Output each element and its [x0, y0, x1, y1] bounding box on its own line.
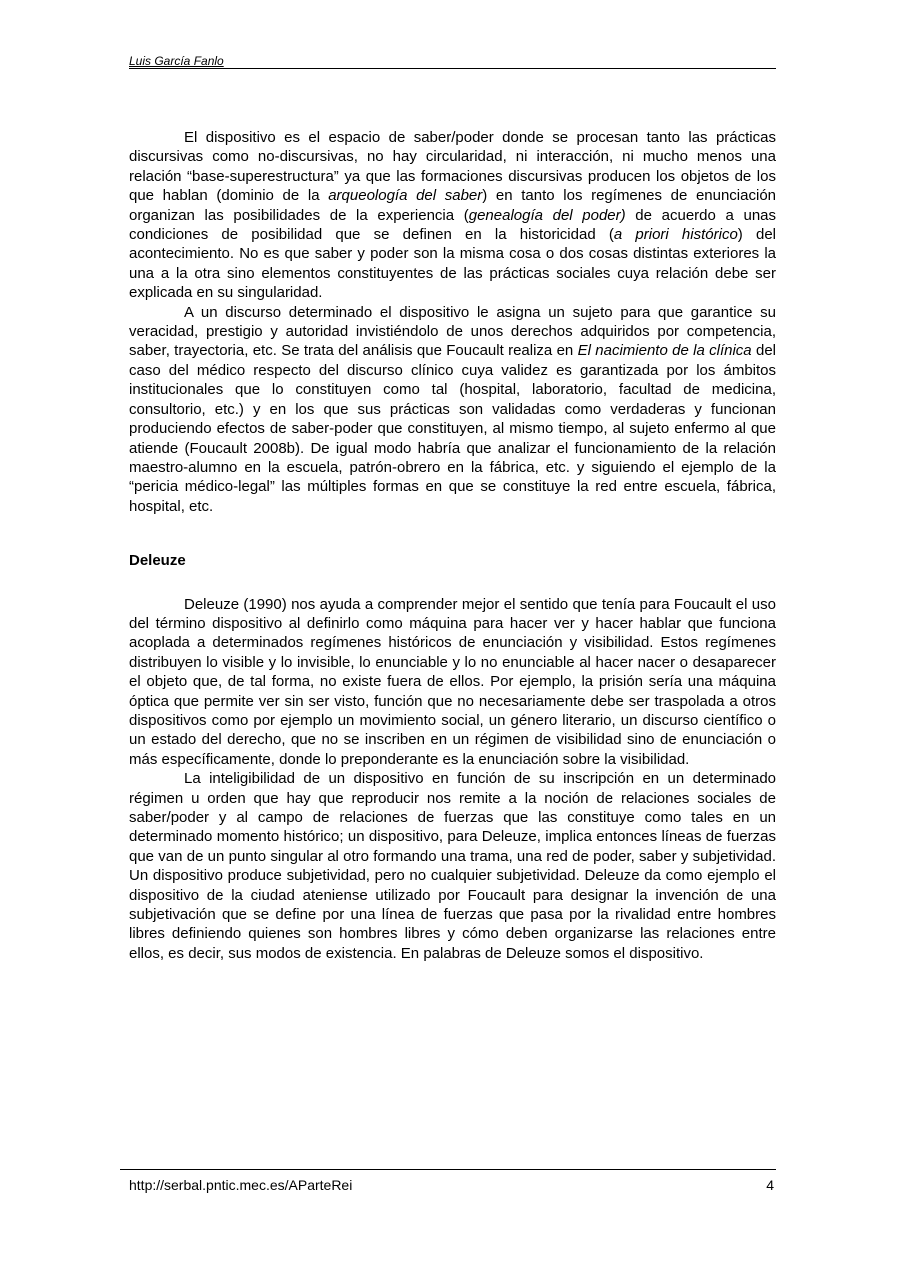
document-body: [129, 128, 776, 963]
header-author: Luis García Fanlo: [129, 54, 224, 68]
running-header: [129, 54, 776, 69]
italic-title: El nacimiento de la clínica: [577, 342, 752, 360]
paragraph-inteligibilidad: La inteligibilidad de un dispositivo en función de su inscripción en un determinado régimen u orden que hay que reproducir nos remite a la noción de relaciones sociales de saber/poder y al campo de relaciones de fuerzas que las constituye como tales en un determinado momento histórico; un dispositivo, para Deleuze, implica entonces líneas de fuerzas que van de un punto singular al otro formando una trama, una red de poder, saber y subjetividad. Un dispositivo produce subjetividad, pero no cualquier subjetividad. Deleuze da como ejemplo el dispositivo de la ciudad ateniense utilizado por Foucault para designar la invención de una subjetivación que se define por una línea de fuerzas que pasa por la rivalidad entre hombres libres definiendo quienes son hombres libres y cómo deben organizarse las relaciones entre ellos, es decir, sus modos de existencia. En palabras de Deleuze somos el dispositivo.: [129, 770, 776, 962]
italic-title: a priori histórico: [613, 226, 738, 244]
paragraph-discurso-sujeto: A un discurso determinado el dispositivo le asigna un sujeto para que garantice su veracidad, prestigio y autoridad invistiéndolo de unos derechos adquiridos por competencia, saber, trayectoria, etc. Se trata del análisis que Foucault realiza en El nacimiento de la clínica del caso del médico respecto del discurso clínico cuya validez es garantizada por los ámbitos institucionales que lo constituyen como tal (hospital, laboratorio, facultad de medicina, consultorio, etc.) y en los que sus prácticas son validadas como verdaderas y funcionan produciendo efectos de saber-poder que constituyen, al mismo tiempo, al sujeto enfermo al que atiende (Foucault 2008b). De igual modo habría que analizar el funcionamiento de la relación maestro-alumno en la escuela, patrón-obrero en la fábrica, etc. y siguiendo el ejemplo de la “pericia médico-legal” las múltiples formas en que se constituye la red entre escuela, fábrica, hospital, etc.: [129, 303, 776, 515]
section-heading-deleuze: Deleuze: [129, 552, 186, 570]
paragraph-deleuze-maquina: Deleuze (1990) nos ayuda a comprender mejor el sentido que tenía para Foucault el uso del término dispositivo al definirlo como máquina para hacer ver y hacer hablar que funciona acoplada a determinados regímenes históricos de enunciación y visibilidad. Estos regímenes distribuyen lo visible y lo invisible, lo enunciable y lo no enunciable al hacer nacer o desaparecer el objeto que, de tal forma, no existe fuera de ellos. Por ejemplo, la prisión sería una máquina óptica que permite ver sin ser visto, función que no necesariamente debe ser traspolada a otros dispositivos como por ejemplo un movimiento social, un género literario, un discurso científico o un estado del derecho, que no se inscriben en un régimen de visibilidad sino de enunciación o más específicamente, donde lo preponderante es la enunciación sobre la visibilidad.: [129, 595, 776, 768]
footer-url: http://serbal.pntic.mec.es/AParteRei: [129, 1177, 353, 1193]
italic-title: genealogía del poder): [468, 206, 626, 224]
paragraph-dispositivo-saber-poder: El dispositivo es el espacio de saber/poder donde se procesan tanto las prácticas discursivas como no-discursivas, no hay circularidad, ni interacción, ni mucho menos una relación “base-superestructura” ya que las formaciones discursivas producen los objetos de los que hablan (dominio de la arqueología del saber) en tanto los regímenes de enunciación organizan las posibilidades de la experiencia (genealogía del poder) de acuerdo a unas condiciones de posibilidad que se definen en la historicidad (a priori histórico) del acontecimiento. No es que saber y poder son la misma cosa o dos cosas distintas exteriores la una a la otra sino elementos constituyentes de las prácticas sociales cuya relación debe ser explicada en su singularidad.: [129, 129, 777, 302]
section-deleuze: [129, 595, 776, 964]
italic-title: arqueología del saber: [328, 187, 483, 205]
page-footer: [120, 1169, 776, 1193]
page-number: 4: [766, 1177, 774, 1193]
